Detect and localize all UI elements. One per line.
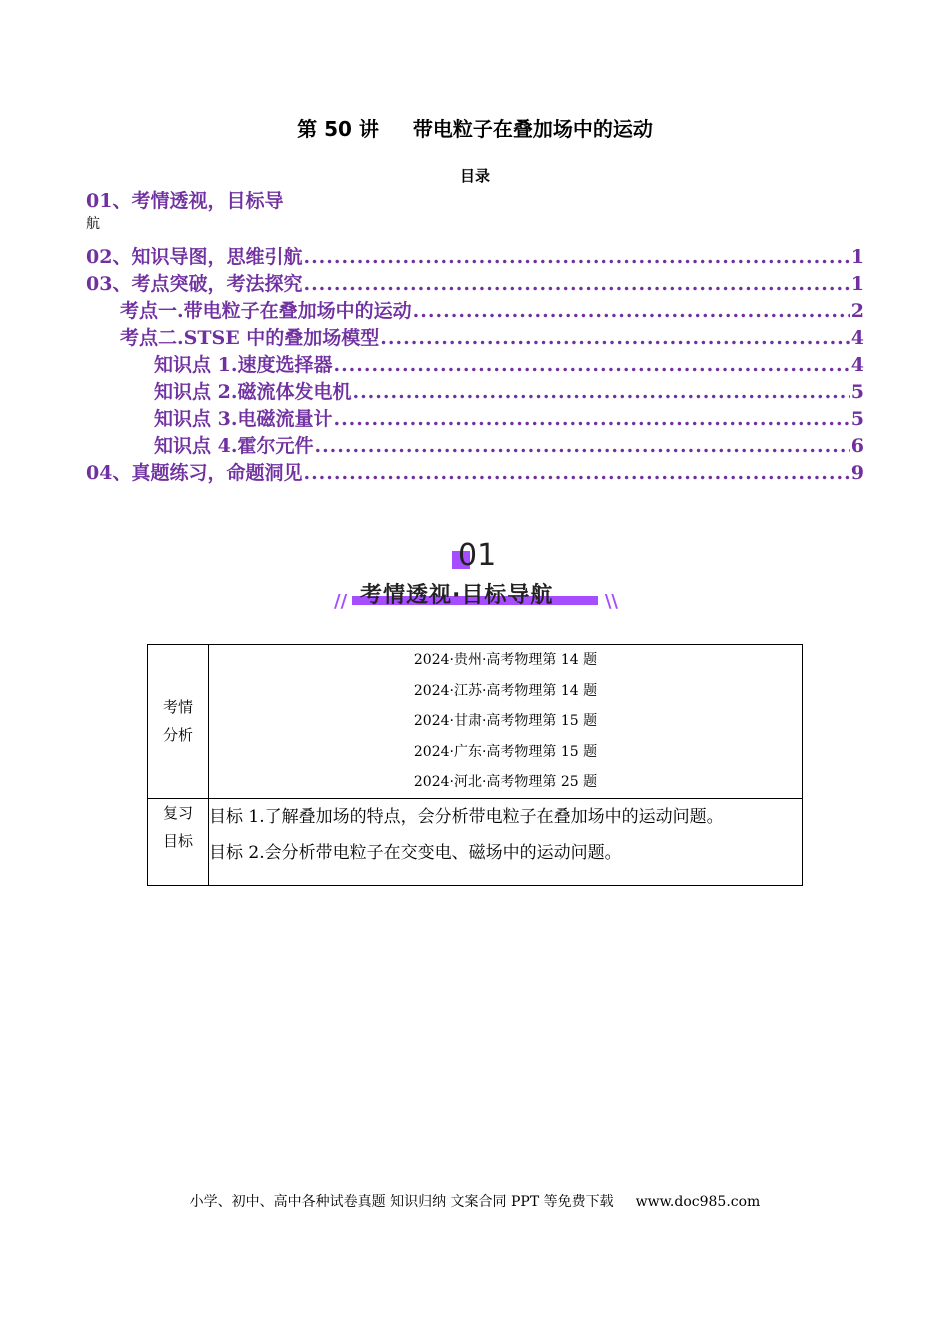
list-item: 2024·江苏·高考物理第 14 题 (413, 682, 598, 699)
toc-entry-label: 04、真题练习，命题洞见 (86, 462, 303, 484)
toc-leader-dots (303, 273, 849, 295)
exam-analysis-table (147, 644, 803, 886)
toc-entry-label: 考点二.STSE 中的叠加场模型 (120, 327, 380, 349)
footer-text: 小学、初中、高中各种试卷真题 知识归纳 文案合同 PPT 等免费下载 (189, 1194, 614, 1210)
page-footer (0, 1191, 950, 1211)
row-header-goals (148, 798, 209, 885)
list-item: 2024·贵州·高考物理第 14 题 (413, 652, 598, 668)
toc-entry-02[interactable] (86, 242, 864, 269)
list-item: 目标 2.会分析带电粒子在交变电、磁场中的运动问题。 (209, 842, 622, 863)
list-item: 2024·甘肃·高考物理第 15 题 (413, 713, 598, 730)
toc-entry-01[interactable]: 01、考情透视，目标导 (86, 190, 284, 212)
list-item: 2024·河北·高考物理第 25 题 (413, 774, 598, 791)
toc-entry-label: 02、知识导图，思维引航 (86, 246, 303, 268)
banner-title: 考情透视·目标导航 (360, 583, 554, 608)
toc-entry-label: 知识点 4.霍尔元件 (154, 435, 314, 457)
toc-leader-dots (333, 408, 849, 430)
toc-entry-01-wrap: 航 (86, 216, 100, 232)
page-title (0, 113, 950, 142)
toc-entry-label: 03、考点突破，考法探究 (86, 273, 303, 295)
toc-entry-kaodian-1[interactable] (120, 296, 864, 323)
toc-leader-dots (314, 435, 849, 457)
toc-leader-dots (413, 300, 850, 322)
table-row (148, 798, 803, 885)
toc-entry-zhishidian-4[interactable] (154, 431, 864, 458)
row-header-analysis (148, 645, 209, 799)
toc-entry-04[interactable] (86, 458, 864, 485)
toc-heading: 目录 (459, 167, 490, 185)
toc-entry-label: 知识点 1.速度选择器 (154, 354, 333, 376)
toc-entry-page: 2 (850, 300, 864, 322)
toc-entry-page: 5 (850, 408, 864, 430)
toc-leader-dots (303, 462, 849, 484)
banner-slash-left-icon: // (334, 591, 348, 612)
table-row (148, 645, 803, 799)
toc-leader-dots (380, 327, 849, 349)
toc-entry-page: 5 (850, 381, 864, 403)
footer-link[interactable]: www.doc985.com (635, 1194, 761, 1210)
toc-entry-03[interactable] (86, 269, 864, 296)
toc-entry-page: 4 (850, 354, 864, 376)
toc-entry-zhishidian-1[interactable] (154, 350, 864, 377)
toc-entry-label: 知识点 2.磁流体发电机 (154, 381, 352, 403)
banner-number: 01 (458, 538, 497, 573)
toc-entry-page: 9 (850, 462, 864, 484)
toc-entry-page: 6 (850, 435, 864, 457)
section-banner (330, 536, 620, 616)
toc-leader-dots (303, 246, 849, 268)
header-line: 目标 (162, 831, 193, 850)
toc-entry-zhishidian-3[interactable] (154, 404, 864, 431)
toc-entry-page: 1 (850, 246, 864, 268)
header-line: 考情 (162, 698, 193, 717)
lecture-title: 带电粒子在叠加场中的运动 (412, 117, 653, 141)
toc-leader-dots (333, 354, 849, 376)
goal-list (209, 798, 803, 885)
header-line: 分析 (162, 726, 193, 745)
toc-entry-kaodian-2[interactable] (120, 323, 864, 350)
toc-leader-dots (352, 381, 849, 403)
list-item: 2024·广东·高考物理第 15 题 (413, 743, 598, 760)
header-line: 复习 (162, 803, 193, 822)
list-item: 目标 1.了解叠加场的特点，会分析带电粒子在叠加场中的运动问题。 (209, 806, 724, 827)
exam-list (209, 645, 803, 799)
toc-entry-label: 考点一.带电粒子在叠加场中的运动 (120, 300, 412, 322)
banner-slash-right-icon: \\ (604, 591, 618, 612)
toc-entry-page: 4 (850, 327, 864, 349)
toc-entry-zhishidian-2[interactable] (154, 377, 864, 404)
toc-entry-label: 知识点 3.电磁流量计 (154, 408, 333, 430)
lecture-number: 第 50 讲 (297, 117, 379, 141)
toc-entry-page: 1 (850, 273, 864, 295)
